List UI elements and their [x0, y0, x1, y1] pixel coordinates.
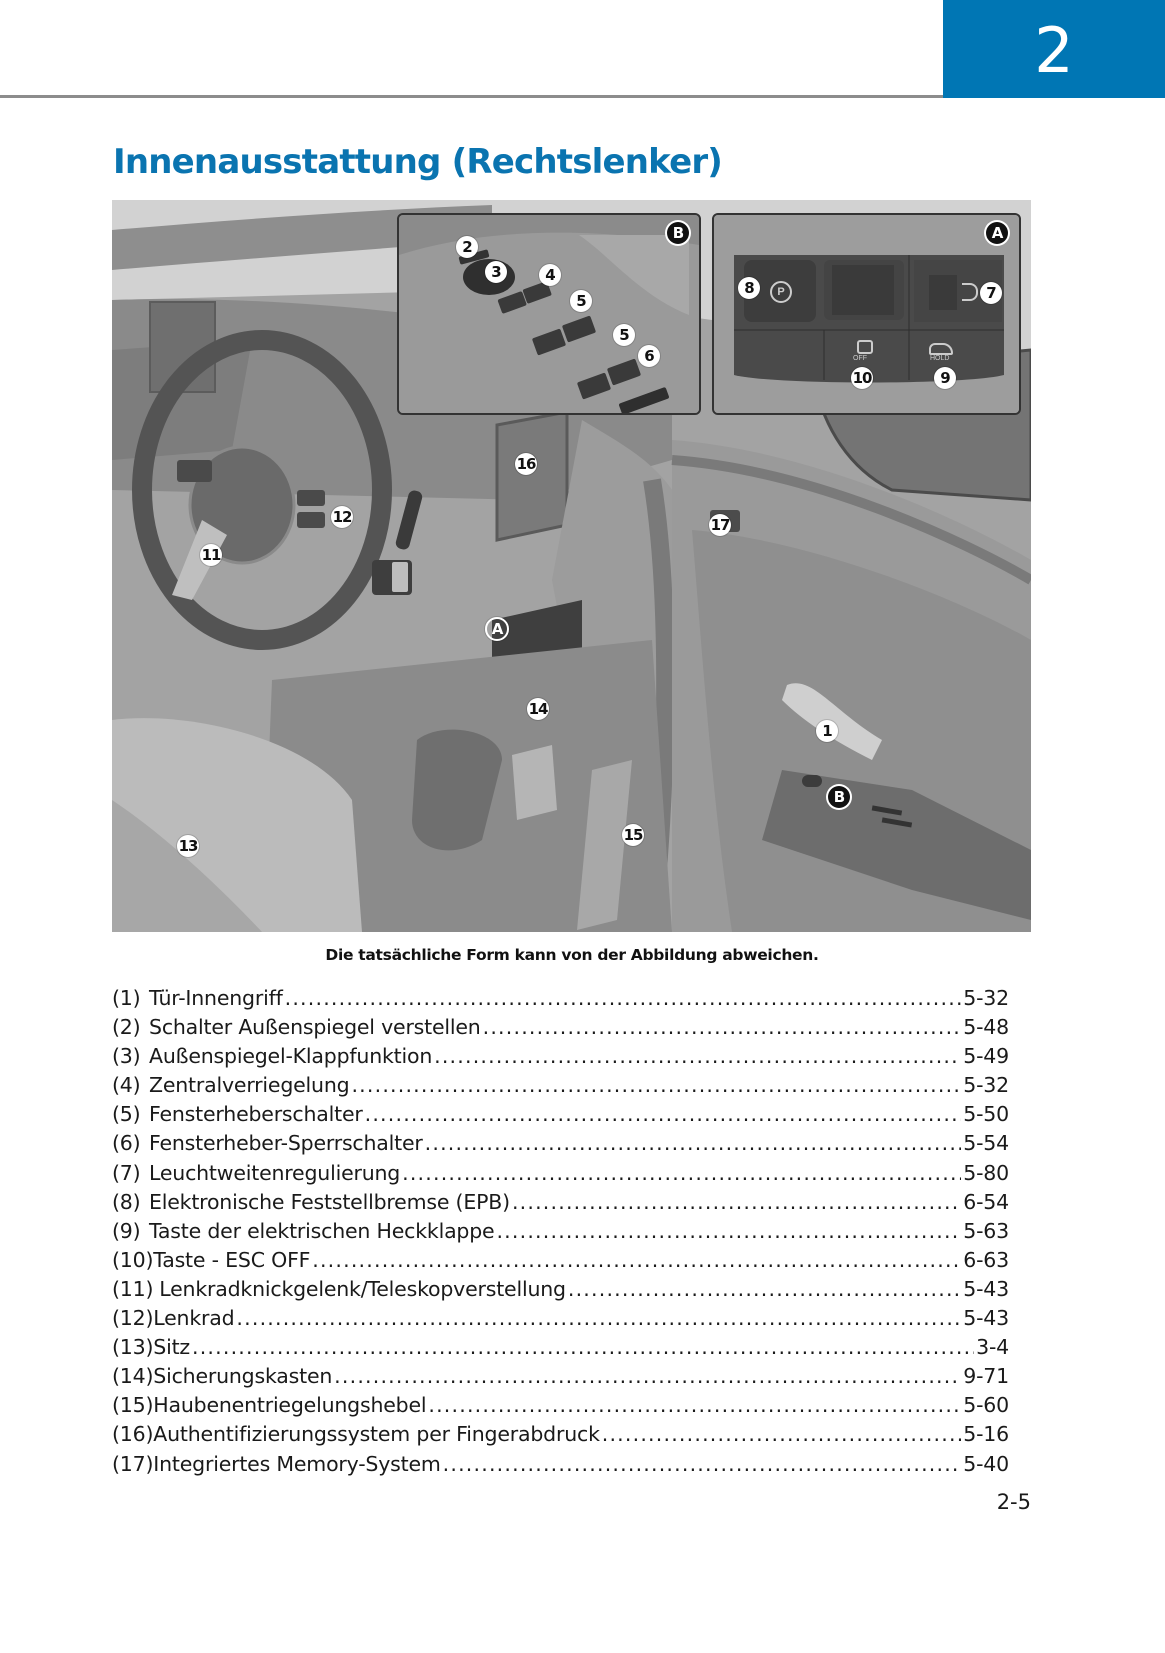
index-label: Haubenentriegelungshebel	[153, 1393, 427, 1418]
inset-center-console-panel	[712, 213, 1021, 415]
index-item: (2) Schalter Außenspiegel verstellen ..... 5-48	[112, 1013, 1009, 1042]
index-page-ref: 5-80	[963, 1160, 1009, 1185]
callout-13: 13	[178, 837, 198, 855]
index-item: (10) Taste - ESC OFF ..... 6-63	[112, 1246, 1009, 1275]
callout-12: 12	[332, 508, 352, 526]
callout-15: 15	[623, 826, 643, 844]
callout-9: 9	[934, 367, 956, 389]
dot-leader	[496, 1217, 961, 1246]
dot-leader	[425, 1129, 962, 1158]
index-item: (4) Zentralverriegelung ..... 5-32	[112, 1071, 1009, 1100]
index-item: (12) Lenkrad ..... 5-43	[112, 1304, 1009, 1333]
dot-leader	[483, 1013, 962, 1042]
index-page-ref: 5-43	[963, 1276, 1009, 1301]
index-item: (7) Leuchtweitenregulierung ..... 5-80	[112, 1159, 1009, 1188]
index-page-ref: 5-49	[963, 1044, 1009, 1069]
dot-leader	[568, 1275, 961, 1304]
callout-10: 10	[852, 369, 872, 387]
parking-brake-icon: P	[770, 281, 792, 303]
callout-17: 17	[710, 516, 730, 534]
dot-leader	[512, 1188, 961, 1217]
callout-5a: 5	[570, 290, 592, 312]
index-page-ref: 5-40	[963, 1451, 1009, 1476]
callout-3: 3	[485, 261, 507, 283]
index-page-ref: 5-54	[963, 1131, 1009, 1156]
callout-14: 14	[528, 700, 548, 718]
index-page-ref: 5-32	[963, 986, 1009, 1010]
index-item: (6) Fensterheber-Sperrschalter ..... 5-54	[112, 1129, 1009, 1158]
headlamp-leveling-icon	[962, 283, 978, 301]
callout-5b: 5	[613, 324, 635, 346]
esc-off-text: OFF	[853, 355, 867, 362]
callout-1: 1	[816, 720, 838, 742]
index-label: Tür-Innengriff	[149, 986, 283, 1010]
tailgate-icon	[929, 343, 953, 355]
callout-4: 4	[539, 264, 561, 286]
dot-leader	[402, 1159, 961, 1188]
dot-leader	[351, 1071, 961, 1100]
window-switch-drawing	[399, 215, 699, 413]
dot-leader	[285, 984, 962, 1013]
callout-7: 7	[980, 282, 1002, 304]
index-label: Lenkradknickgelenk/Teleskopverstellung	[159, 1276, 566, 1301]
dot-leader	[443, 1450, 962, 1479]
dot-leader	[236, 1304, 961, 1333]
interior-illustration	[112, 200, 1031, 932]
index-page-ref: 5-60	[963, 1393, 1009, 1418]
index-label: Schalter Außenspiegel verstellen	[149, 1015, 481, 1040]
index-page-ref: 5-48	[963, 1015, 1009, 1040]
callout-11: 11	[201, 546, 221, 564]
dot-leader	[434, 1042, 961, 1071]
index-item: (14) Sicherungskasten ..... 9-71	[112, 1362, 1009, 1391]
dot-leader	[312, 1246, 961, 1275]
index-label: Fensterheberschalter	[149, 1102, 363, 1127]
callout-2: 2	[456, 236, 478, 258]
index-item: (3) Außenspiegel-Klappfunktion ..... 5-49	[112, 1042, 1009, 1071]
index-page-ref: 6-63	[963, 1247, 1009, 1272]
index-page-ref: 9-71	[963, 1364, 1009, 1389]
index-item: (15) Haubenentriegelungshebel ..... 5-60	[112, 1391, 1009, 1420]
inset-a-label: A	[986, 222, 1008, 244]
index-item: (11) Lenkradknickgelenk/Teleskopverstellung ..... 5-43	[112, 1275, 1009, 1304]
index-label: Integriertes Memory-System	[153, 1451, 441, 1476]
index-label: Außenspiegel-Klappfunktion	[149, 1044, 433, 1069]
figure-caption: Die tatsächliche Form kann von der Abbildung abweichen.	[325, 946, 819, 964]
index-page-ref: 5-32	[963, 1073, 1009, 1098]
dot-leader	[602, 1420, 962, 1449]
chapter-number: 2	[1034, 14, 1074, 87]
header-rule	[0, 95, 943, 98]
index-label: Authentifizierungssystem per Fingerabdruck	[153, 1422, 600, 1447]
hold-text: HOLD	[930, 355, 950, 362]
index-label: Zentralverriegelung	[149, 1073, 350, 1098]
dot-leader	[365, 1100, 962, 1129]
index-item: (1) Tür-Innengriff ..... 5-32	[112, 984, 1009, 1013]
index-page-ref: 5-16	[963, 1422, 1009, 1447]
chapter-tab	[943, 0, 1165, 98]
component-index-list	[112, 984, 1009, 1479]
inset-window-switch-panel	[397, 213, 701, 415]
index-label: Lenkrad	[153, 1306, 235, 1331]
dot-leader	[192, 1333, 974, 1362]
page-number: 2-5	[996, 1490, 1031, 1514]
index-label: Sicherungskasten	[153, 1364, 333, 1389]
index-page-ref: 6-54	[963, 1189, 1009, 1214]
index-page-ref: 5-63	[963, 1218, 1009, 1243]
index-item: (8) Elektronische Feststellbremse (EPB) ..... 6-54	[112, 1188, 1009, 1217]
index-item: (16) Authentifizierungssystem per Fingerabdruck ..... 5-16	[112, 1420, 1009, 1449]
index-label: Taste - ESC OFF	[153, 1247, 311, 1272]
dot-leader	[428, 1391, 961, 1420]
dot-leader	[334, 1362, 961, 1391]
index-item: (9) Taste der elektrischen Heckklappe ..... 5-63	[112, 1217, 1009, 1246]
index-page-ref: 3-4	[976, 1335, 1009, 1360]
index-label: Fensterheber-Sperrschalter	[149, 1131, 423, 1156]
index-item: (13) Sitz ..... 3-4	[112, 1333, 1009, 1362]
callout-16: 16	[516, 455, 536, 473]
index-label: Sitz	[153, 1335, 190, 1360]
inset-b-label: B	[667, 222, 689, 244]
callout-6: 6	[638, 345, 660, 367]
callout-b-main: B	[828, 786, 850, 808]
callout-a-main: A	[485, 617, 509, 641]
index-label: Elektronische Feststellbremse (EPB)	[149, 1189, 510, 1214]
page-title: Innenausstattung (Rechtslenker)	[113, 142, 723, 182]
index-label: Taste der elektrischen Heckklappe	[149, 1218, 495, 1243]
index-item: (5) Fensterheberschalter ..... 5-50	[112, 1100, 1009, 1129]
callout-8: 8	[738, 277, 760, 299]
index-page-ref: 5-50	[963, 1102, 1009, 1127]
index-label: Leuchtweitenregulierung	[149, 1160, 401, 1185]
index-page-ref: 5-43	[963, 1306, 1009, 1331]
index-item: (17) Integriertes Memory-System ..... 5-40	[112, 1450, 1009, 1479]
esc-off-icon	[857, 340, 873, 354]
